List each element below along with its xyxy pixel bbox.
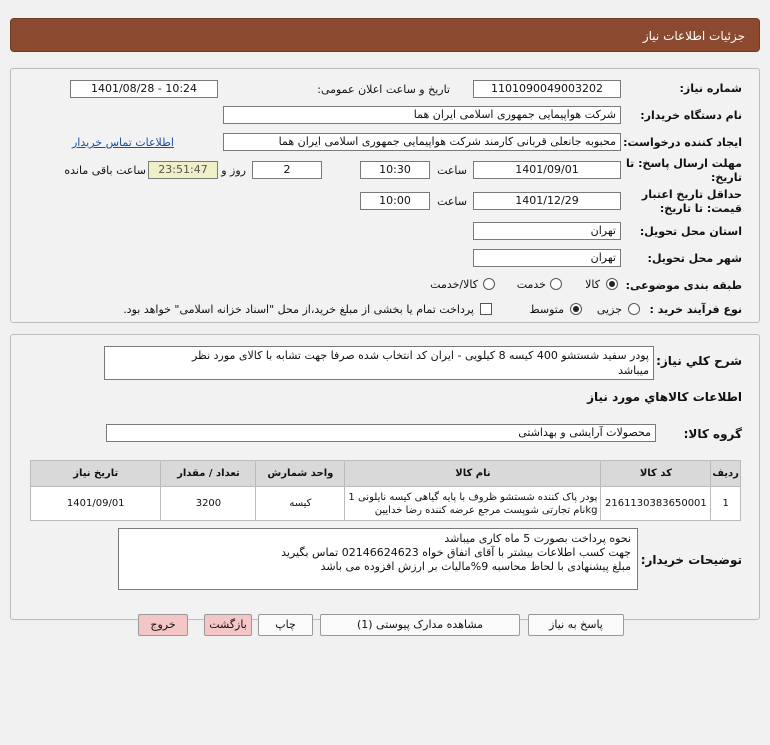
summary-box xyxy=(104,346,654,380)
process-medium-radio[interactable] xyxy=(570,303,582,315)
days-field: 2 xyxy=(252,161,322,179)
col-row: ردیف xyxy=(711,461,741,487)
col-date: تاریخ نیاز xyxy=(31,461,161,487)
items-table-wrapper xyxy=(30,460,741,521)
col-unit: واحد شمارش xyxy=(256,461,345,487)
table-row xyxy=(31,487,741,521)
notes-label: توضیحات خریدار: xyxy=(640,553,742,567)
city-field: تهران xyxy=(473,249,621,267)
reply-button[interactable]: پاسخ به نیاز xyxy=(528,614,624,636)
notes-line-1: نحوه پرداخت بصورت 5 ماه کاری میباشد xyxy=(444,532,631,545)
notes-line-2: جهت کسب اطلاعات بیشتر با آقای اتفاق خواه 02146624623 تماس بگیرید xyxy=(281,546,631,559)
category-service-radio[interactable] xyxy=(550,278,562,290)
process-medium-label: متوسط xyxy=(529,303,564,316)
validity-time-field: 10:00 xyxy=(360,192,430,210)
page-title-bar xyxy=(10,18,760,52)
remaining-time-field: 23:51:47 xyxy=(148,161,218,179)
remaining-label: ساعت باقی مانده xyxy=(64,164,146,177)
cell-qty: 3200 xyxy=(161,487,256,521)
category-goods-service-radio[interactable] xyxy=(483,278,495,290)
province-label: استان محل تحویل: xyxy=(639,225,742,238)
days-label: روز و xyxy=(221,164,246,177)
category-goods-label: کالا xyxy=(585,278,600,291)
validity-label-date: قیمت: تا تاریخ: xyxy=(659,202,742,215)
need-number-field: 1101090049003202 xyxy=(473,80,621,98)
view-attachments-button[interactable]: مشاهده مدارک پیوستی (1) xyxy=(320,614,520,636)
summary-line-2: میباشد xyxy=(618,364,649,377)
notes-line-3: مبلغ پیشنهادی با لحاظ محاسبه 9%مالیات بر ارزش افزوده می باشد xyxy=(320,560,631,573)
requester-label: ایجاد کننده درخواست: xyxy=(623,136,742,149)
summary-label: شرح کلي نياز: xyxy=(656,354,742,368)
deadline-time-label: ساعت xyxy=(437,164,467,177)
page-title: جزئیات اطلاعات نیاز xyxy=(642,29,745,43)
exit-button[interactable]: خروج xyxy=(138,614,188,636)
goods-info-title: اطلاعات کالاهاي مورد نياز xyxy=(587,390,742,404)
validity-label: حداقل تاریخ اعتبار xyxy=(641,188,742,201)
goods-group-label: گروه کالا: xyxy=(683,427,742,441)
print-button[interactable]: چاپ xyxy=(258,614,313,636)
requester-field: محبوبه جانعلی قربانی کارمند شرکت هواپیمایی جمهوری اسلامی ایران هما xyxy=(223,133,621,151)
cell-row: 1 xyxy=(711,487,741,521)
col-name: نام کالا xyxy=(345,461,601,487)
category-service-label: خدمت xyxy=(516,278,546,291)
cell-name-line-2: kgنام تجارتی شوپست مرجع عرضه کننده رضا خدایین xyxy=(374,504,598,516)
category-label: طبقه بندی موضوعی: xyxy=(625,279,742,292)
treasury-text: پرداخت تمام یا بخشی از مبلغ خرید،از محل "اسناد خزانه اسلامی" خواهد بود. xyxy=(123,303,474,316)
col-code: کد کالا xyxy=(601,461,711,487)
cell-unit: کیسه xyxy=(256,487,345,521)
announce-field: 1401/08/28 - 10:24 xyxy=(70,80,218,98)
process-minor-label: جزیی xyxy=(596,303,622,316)
buyer-contact-link[interactable]: اطلاعات تماس خریدار xyxy=(72,136,174,149)
process-minor-radio[interactable] xyxy=(628,303,640,315)
process-label: نوع فرآیند خرید : xyxy=(649,303,742,316)
deadline-date-field: 1401/09/01 xyxy=(473,161,621,179)
col-qty: تعداد / مقدار xyxy=(161,461,256,487)
need-number-label: شماره نیاز: xyxy=(679,82,742,95)
province-field: تهران xyxy=(473,222,621,240)
deadline-label: مهلت ارسال پاسخ: تا xyxy=(626,157,742,170)
deadline-label-date: تاریخ: xyxy=(710,171,742,184)
treasury-checkbox[interactable] xyxy=(480,303,492,315)
category-goods-radio[interactable] xyxy=(606,278,618,290)
announce-label: تاریخ و ساعت اعلان عمومی: xyxy=(317,83,450,96)
summary-line-1: پودر سفید شستشو 400 کیسه 8 کیلویی - ایران کد انتخاب شده صرفا جهت تشابه با کالای مورد نظر xyxy=(191,349,649,362)
buyer-field: شرکت هواپیمایی جمهوری اسلامی ایران هما xyxy=(223,106,621,124)
notes-box xyxy=(118,528,638,590)
buyer-label: نام دستگاه خریدار: xyxy=(640,109,742,122)
validity-time-label: ساعت xyxy=(437,195,467,208)
deadline-time-field: 10:30 xyxy=(360,161,430,179)
cell-name xyxy=(345,487,601,521)
table-header-row xyxy=(31,461,741,487)
city-label: شهر محل تحویل: xyxy=(647,252,742,265)
cell-date: 1401/09/01 xyxy=(31,487,161,521)
back-button[interactable]: بازگشت xyxy=(204,614,252,636)
validity-date-field: 1401/12/29 xyxy=(473,192,621,210)
goods-group-field: محصولات آرایشی و بهداشتی xyxy=(106,424,656,442)
cell-name-line-1: پودر پاک کننده شستشو ظروف با پایه گیاهی کیسه نایلونی 1 xyxy=(348,491,598,503)
cell-code: 2161130383650001 xyxy=(601,487,711,521)
category-goods-service-label: کالا/خدمت xyxy=(430,278,478,291)
items-table xyxy=(30,460,741,521)
